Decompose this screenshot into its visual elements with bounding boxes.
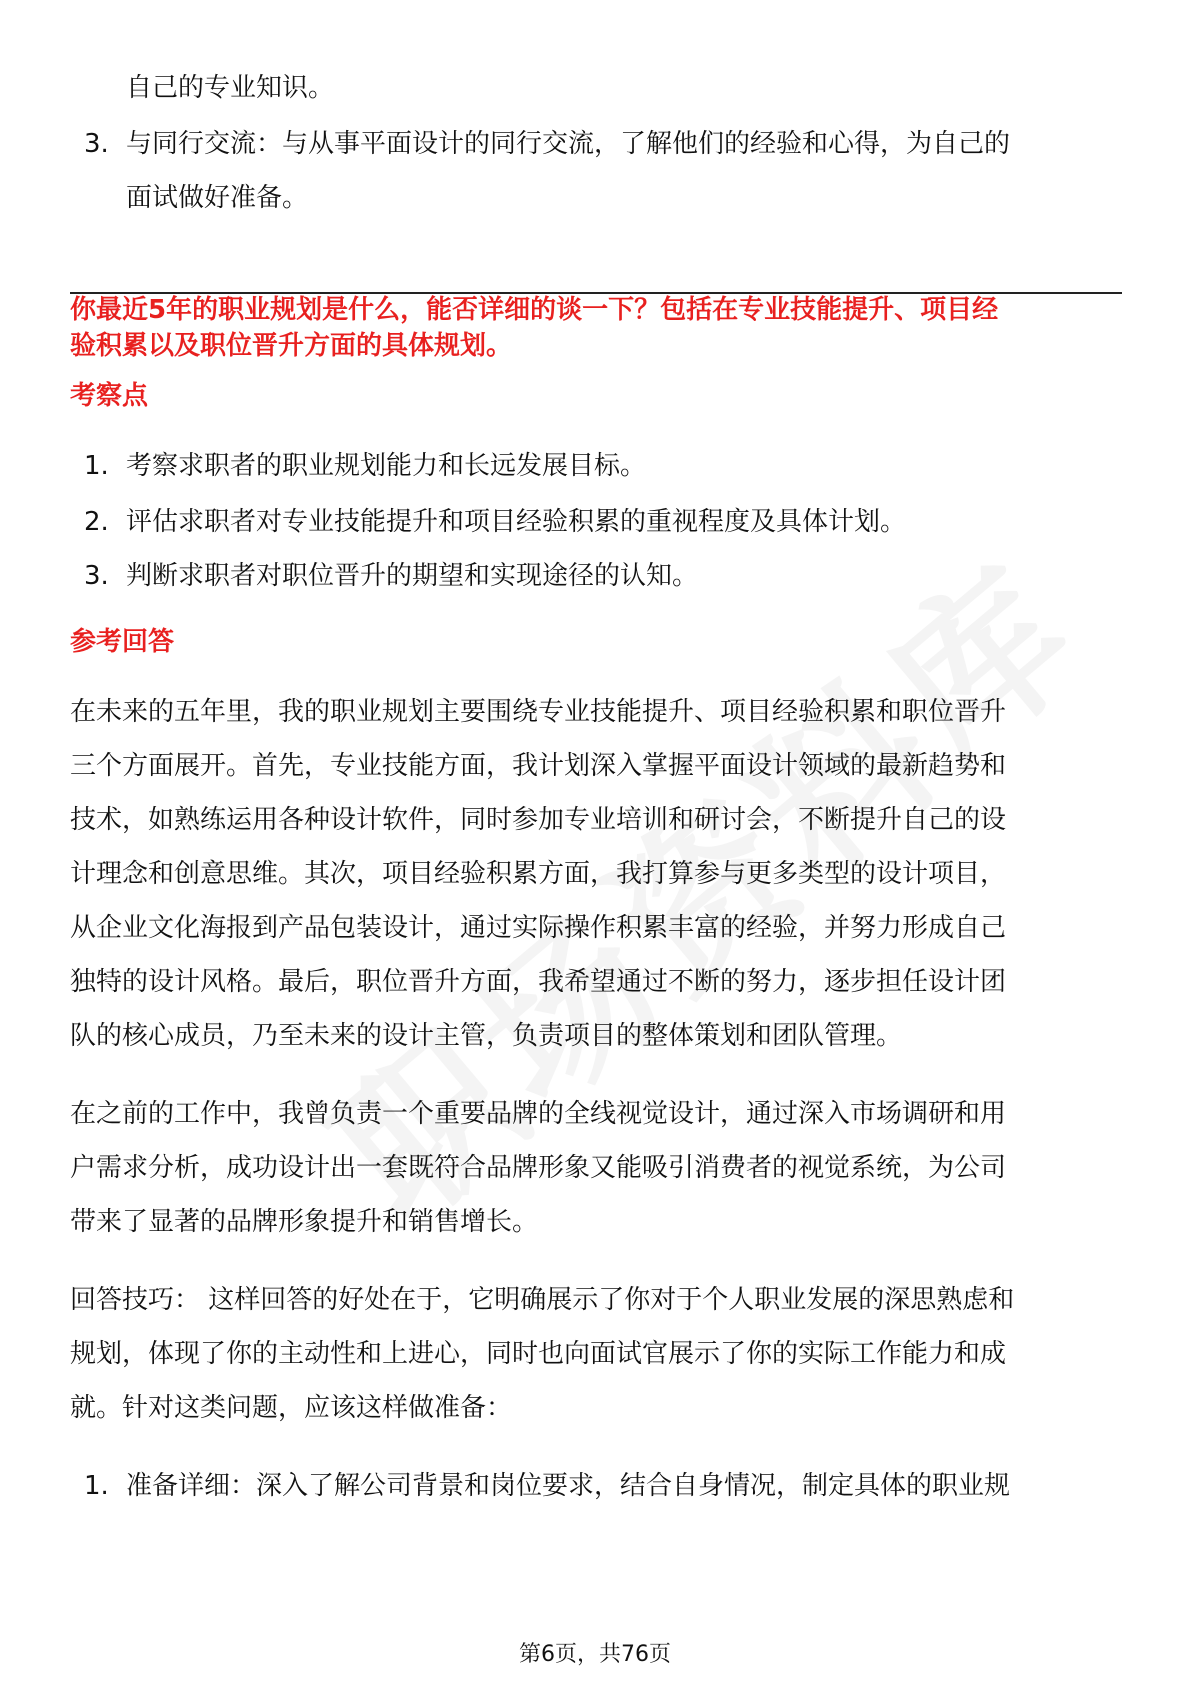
list-item-text: 考察求职者的职业规划能力和长远发展目标。 (126, 451, 647, 481)
section-heading-kaochadian: 考察点 (70, 381, 149, 411)
answer-paragraph-line: 计理念和创意思维。其次，项目经验积累方面，我打算参与更多类型的设计项目， (70, 859, 1007, 889)
tips-paragraph-line: 就。针对这类问题，应该这样做准备： (70, 1393, 513, 1423)
question-text: 验积累以及职位晋升方面的具体规划。 (70, 331, 513, 361)
answer-paragraph-line: 在未来的五年里，我的职业规划主要围绕专业技能提升、项目经验积累和职位晋升 (70, 697, 1007, 727)
list-number: 1. (84, 1471, 109, 1501)
list-number: 3. (84, 561, 109, 591)
list-item-text: 面试做好准备。 (126, 183, 309, 213)
list-item-continuation: 自己的专业知识。 (126, 73, 335, 103)
answer-paragraph-line: 三个方面展开。首先，专业技能方面，我计划深入掌握平面设计领域的最新趋势和 (70, 751, 1007, 781)
tips-paragraph-line: 回答技巧： 这样回答的好处在于，它明确展示了你对于个人职业发展的深思熟虑和 (70, 1285, 1015, 1315)
list-item-text: 判断求职者对职位晋升的期望和实现途径的认知。 (126, 561, 699, 591)
answer-paragraph-line: 队的核心成员，乃至未来的设计主管，负责项目的整体策划和团队管理。 (70, 1021, 903, 1051)
answer-paragraph-line: 独特的设计风格。最后，职位晋升方面，我希望通过不断的努力，逐步担任设计团 (70, 967, 1007, 997)
list-number: 3. (84, 129, 109, 159)
list-item-text: 评估求职者对专业技能提升和项目经验积累的重视程度及具体计划。 (126, 507, 907, 537)
answer-paragraph-line: 技术，如熟练运用各种设计软件，同时参加专业培训和研讨会，不断提升自己的设 (70, 805, 1007, 835)
answer-paragraph-line: 从企业文化海报到产品包装设计，通过实际操作积累丰富的经验，并努力形成自己 (70, 913, 1007, 943)
list-number: 1. (84, 451, 109, 481)
list-number: 2. (84, 507, 109, 537)
section-heading-cankao: 参考回答 (70, 627, 175, 657)
answer-paragraph-line: 户需求分析，成功设计出一套既符合品牌形象又能吸引消费者的视觉系统，为公司 (70, 1153, 1007, 1183)
list-item-text: 准备详细：深入了解公司背景和岗位要求，结合自身情况，制定具体的职业规 (126, 1471, 1011, 1501)
page-footer: 第6页，共76页 (519, 1642, 671, 1667)
answer-paragraph-line: 在之前的工作中，我曾负责一个重要品牌的全线视觉设计，通过深入市场调研和用 (70, 1099, 1007, 1129)
question-text: 你最近5年的职业规划是什么，能否详细的谈一下？包括在专业技能提升、项目经 (70, 295, 999, 325)
list-item-text: 与同行交流：与从事平面设计的同行交流，了解他们的经验和心得，为自己的 (126, 129, 1011, 159)
tips-paragraph-line: 规划，体现了你的主动性和上进心，同时也向面试官展示了你的实际工作能力和成 (70, 1339, 1007, 1369)
answer-paragraph-line: 带来了显著的品牌形象提升和销售增长。 (70, 1207, 539, 1237)
